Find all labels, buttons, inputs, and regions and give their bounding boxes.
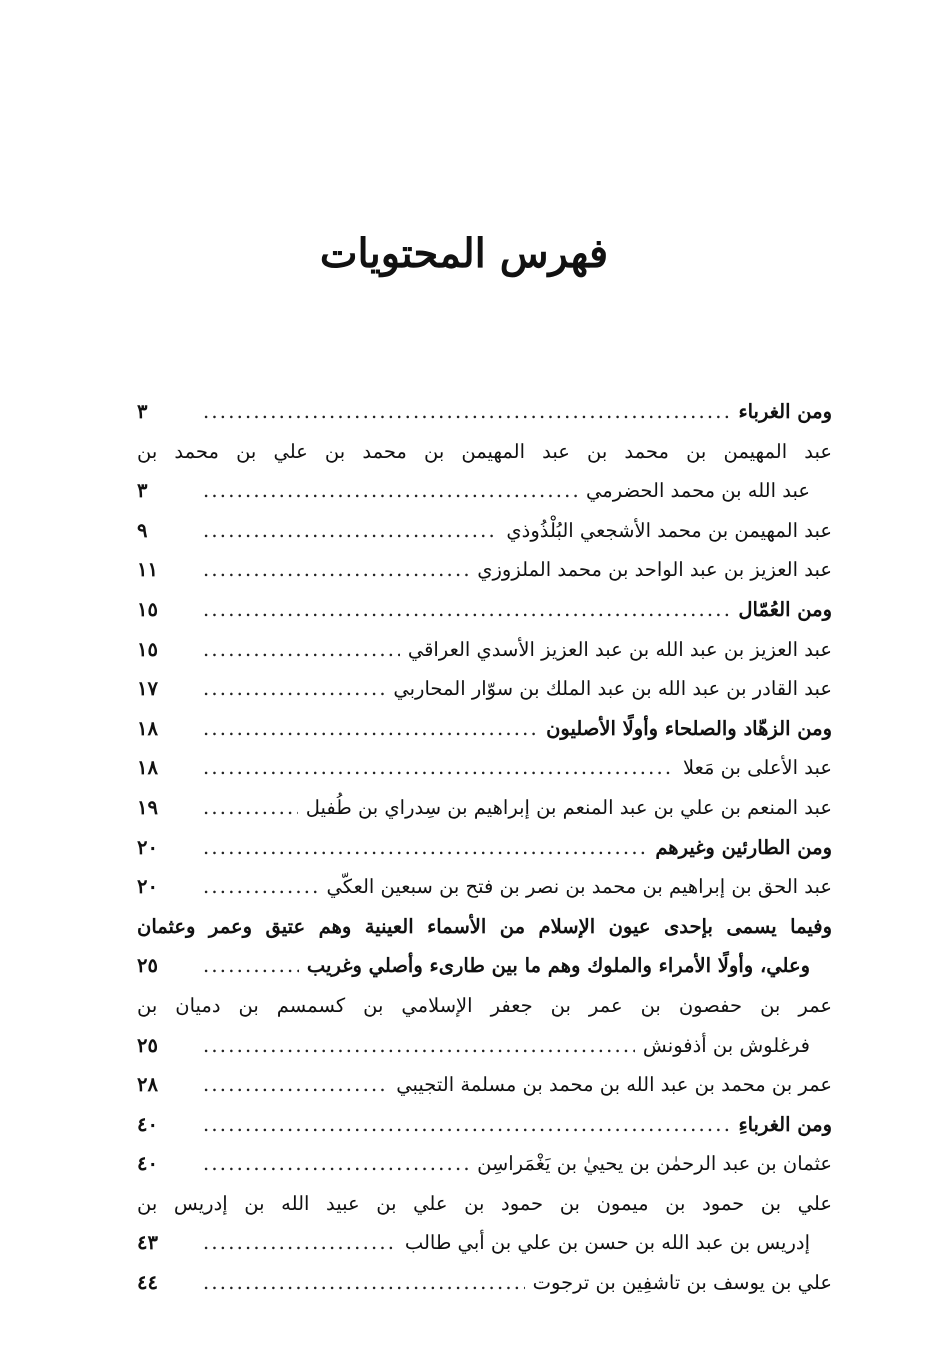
toc-page-number: ١٧: [137, 677, 158, 701]
dot-leader: [203, 669, 385, 709]
toc-entry-title: فرغلوش بن أذفونش: [642, 1033, 810, 1057]
toc-entry: [137, 907, 832, 947]
toc-entry: [137, 669, 832, 709]
toc-entry-title: عبد الحق بن إبراهيم بن محمد بن نصر بن فتح بن سبعين العكّي: [326, 875, 832, 899]
toc-page-number: ١٨: [137, 756, 158, 780]
toc-entry-title: عبد المهيمن بن محمد بن عبد المهيمن بن محمد بن علي بن محمد بن: [137, 439, 832, 463]
toc-entry: [137, 392, 832, 432]
table-of-contents: [137, 392, 832, 1303]
toc-entry-title: عمر بن حفصون بن عمر بن جعفر الإسلامي بن كسمسم بن دميان بن: [137, 993, 832, 1017]
dot-leader: [203, 590, 730, 630]
toc-page-number: ٤٠: [137, 1112, 158, 1136]
toc-entry: [137, 1105, 832, 1145]
toc-entry-title: عبد المهيمن بن محمد الأشجعي البُلْذُوذي: [506, 518, 832, 542]
toc-page-number: ٢٥: [137, 1033, 158, 1057]
toc-page-number: ١١: [137, 558, 158, 582]
dot-leader: [203, 392, 730, 432]
toc-entry-title: عبد العزيز بن عبد الواحد بن محمد الملزوزي: [477, 558, 832, 582]
toc-page-number: ٤٤: [137, 1271, 158, 1295]
toc-entry: [137, 471, 832, 511]
toc-entry-title: ومن الغرباء: [738, 400, 832, 423]
toc-page-number: ١٩: [137, 795, 158, 819]
dot-leader: [203, 1065, 388, 1105]
dot-leader: [203, 867, 319, 907]
dot-leader: [203, 709, 538, 749]
toc-entry-title: عبد الله بن محمد الحضرمي: [586, 479, 810, 503]
toc-entry-title: وعلي، وأولًا الأمراء والملوك وهم ما بين طارىء وأصلي وغريب: [306, 954, 810, 978]
dot-leader: [203, 788, 298, 828]
toc-page-number: ٤٣: [137, 1231, 158, 1255]
toc-entry: [137, 1223, 832, 1263]
toc-page-number: ٢٠: [137, 875, 158, 899]
toc-entry: [137, 630, 832, 670]
dot-leader: [203, 511, 498, 551]
toc-entry-title: ومن الغرباءِ: [738, 1112, 832, 1136]
toc-entry: [137, 1065, 832, 1105]
toc-entry: [137, 946, 832, 986]
toc-page-number: ٢٨: [137, 1073, 158, 1097]
toc-entry-title: عثمان بن عبد الرحمٰن بن يحييٰ بن يَغْمَراسِن: [477, 1152, 832, 1176]
toc-entry: [137, 1026, 832, 1066]
dot-leader: [203, 1105, 730, 1145]
toc-entry: [137, 1184, 832, 1224]
toc-entry: [137, 828, 832, 868]
toc-entry-title: ومن الطارئين وغيرهم: [655, 835, 832, 859]
toc-entry-title: ومن العُمّال: [738, 597, 832, 621]
toc-entry: [137, 590, 832, 630]
toc-entry-title: إدريس بن عبد الله بن حسن بن علي بن أبي طالب: [404, 1231, 810, 1255]
toc-entry: [137, 432, 832, 472]
toc-entry: [137, 709, 832, 749]
toc-entry: [137, 986, 832, 1026]
toc-entry: [137, 511, 832, 551]
toc-page-number: ٣: [137, 400, 148, 423]
dot-leader: [203, 630, 400, 670]
toc-entry-title: وفيما يسمى بإحدى عيون الإسلام من الأسماء العينية وهم عتيق وعمر وعثمان: [137, 914, 832, 938]
page-title: فهرس المحتويات: [319, 230, 609, 277]
toc-entry: [137, 867, 832, 907]
toc-entry-title: عمر بن محمد بن عبد الله بن محمد بن مسلمة التجيبي: [396, 1073, 832, 1097]
dot-leader: [203, 748, 675, 788]
dot-leader: [203, 471, 578, 511]
toc-entry-title: علي بن حمود بن ميمون بن حمود بن علي بن عبيد الله بن إدريس بن: [137, 1191, 832, 1215]
toc-page-number: ٩: [137, 518, 148, 542]
dot-leader: [203, 1263, 525, 1303]
toc-entry: [137, 748, 832, 788]
toc-page-number: ١٨: [137, 716, 158, 740]
toc-page-number: ٢٥: [137, 954, 158, 978]
dot-leader: [203, 550, 469, 590]
toc-entry: [137, 1263, 832, 1303]
toc-entry: [137, 788, 832, 828]
toc-entry-title: علي بن يوسف بن تاشفِين بن ترجوت: [532, 1271, 832, 1295]
toc-entry: [137, 1144, 832, 1184]
toc-entry-title: عبد العزيز بن عبد الله بن عبد العزيز الأسدي العراقي: [407, 637, 832, 661]
toc-entry-title: عبد القادر بن عبد الله بن عبد الملك بن سوّار المحاربي: [393, 677, 832, 701]
toc-page-number: ٣: [137, 479, 148, 503]
toc-page-number: ٢٠: [137, 835, 158, 859]
toc-page-number: ١٥: [137, 637, 158, 661]
dot-leader: [203, 1144, 469, 1184]
toc-entry-title: عبد الأعلى بن مَعلا: [683, 756, 832, 780]
toc-page-number: ١٥: [137, 597, 158, 621]
dot-leader: [203, 828, 647, 868]
dot-leader: [203, 1223, 397, 1263]
toc-entry-title: ومن الزهّاد والصلحاء وأولًا الأصليون: [546, 716, 832, 740]
toc-entry-title: عبد المنعم بن علي بن عبد المنعم بن إبراهيم بن سِدراي بن طُفيل: [305, 795, 832, 819]
dot-leader: [203, 946, 299, 986]
toc-entry: [137, 550, 832, 590]
toc-page-number: ٤٠: [137, 1152, 158, 1176]
dot-leader: [203, 1026, 635, 1066]
